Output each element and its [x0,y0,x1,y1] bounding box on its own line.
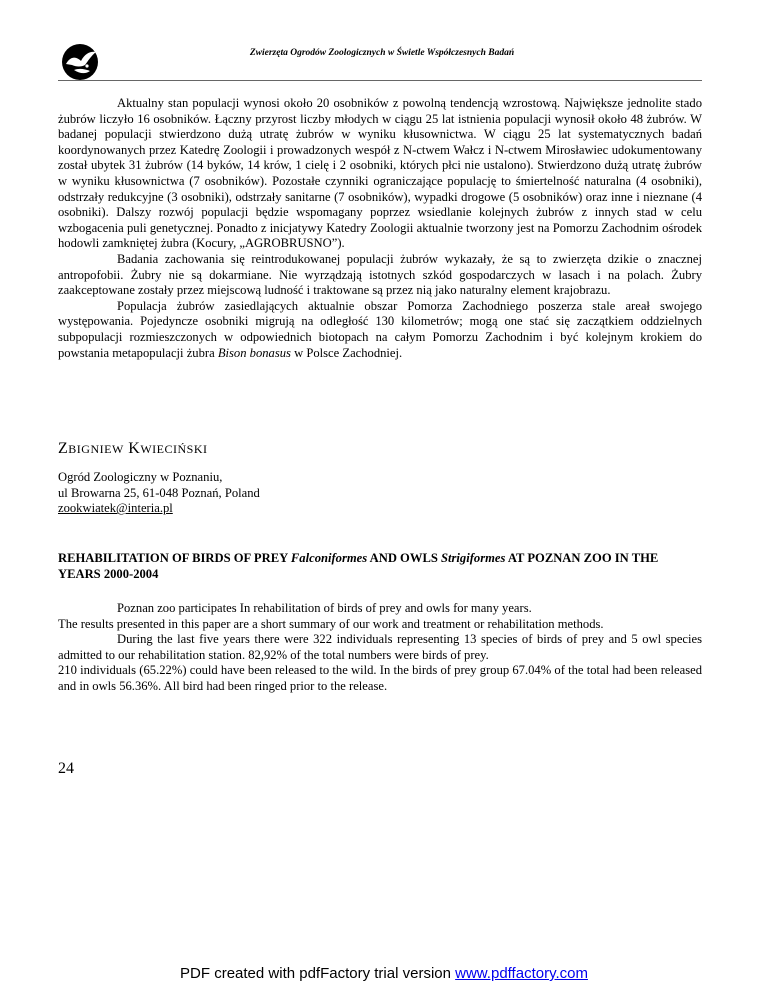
email-link[interactable]: zookwiatek@interia.pl [58,501,173,516]
author-last-initial: K [128,440,141,457]
polish-section [58,96,702,361]
polish-paragraph-3 [58,299,702,361]
title-part-2: AND OWLS [367,551,441,565]
page-number: 24 [58,760,74,777]
polish-paragraph-3-text: Populacja żubrów zasiedlających aktualnie obszar Pomorza Zachodniego poszerza stale areał swojego występowania. Pojedyncze osobniki migrują na odległość 130 kilometrów; mogą one stać się zaczątkiem oddzielnych subpopulacji rozmieszczonych w odpowiednich biotopach na całym Pomorzu Zachodnim i być kolejnym krokiem do powstania metapopulacji żubra [58,298,702,360]
title-taxon-1: Falconiformes [290,551,368,565]
author-last-rest: WIECIŃSKI [140,442,208,456]
footer-link[interactable]: www.pdffactory.com [455,965,588,982]
article-title [58,551,702,582]
english-section [58,601,702,695]
author-affiliation [58,470,260,517]
header-divider [58,80,702,81]
running-header-title: Zwierzęta Ogrodów Zoologicznych w Świetle Współczesnych Badań [249,48,515,58]
bird-logo-icon [60,43,100,81]
english-paragraph-4: 210 individuals (65.22%) could have been released to the wild. In the birds of prey group 67.04% of the total had been released and in owls 56.36%. All bird had been ringed prior to the release. [58,663,702,693]
english-paragraph-2: The results presented in this paper are a short summary of our work and treatment or rehabilitation methods. [58,616,604,631]
species-name: Bison bonasus [217,345,291,360]
polish-paragraph-2: Badania zachowania się reintrodukowanej populacji żubrów wykazały, że są to zwierzęta dzikie o znacznej antropofobii. Żubry nie są dokarmiane. Nie wyrządzają istotnych szkód gospodarczych w lasach i na polach. Żubry zaakceptowane zostały przez miejscową ludność i traktowane są przez nią jako naturalny element krajobrazu. [58,251,702,298]
polish-paragraph-3-tail: w Polsce Zachodniej. [290,345,403,360]
pdf-footer [0,965,768,982]
author-name [58,440,207,458]
title-part-3: AT POZNAN ZOO IN THE YEARS 2000-2004 [58,551,659,581]
english-paragraph-1: Poznan zoo participates In rehabilitation of birds of prey and owls for many years. [117,601,532,615]
title-part-1: REHABILITATION OF BIRDS OF PREY [58,551,291,565]
author-first-initial: Z [58,440,69,457]
english-paragraph-3: During the last five years there were 322 individuals representing 13 species of birds of prey and 5 owl species admitted to our rehabilitation station. 82,92% of the total numbers were birds of prey. [58,632,702,662]
polish-paragraph-1: Aktualny stan populacji wynosi około 20 osobników z powolną tendencją wzrostową. Największe jednolite stado żubrów liczyło 16 osobników. Łączny przyrost liczby młodych w ciągu 25 lat istnienia populacji wynosił około 48 żubrów. W badanej populacji stwierdzono dużą utratę żubrów w wyniku kłusownictwa. W ciągu 25 lat systematycznych badań koordynowanych przez Katedrę Zoologii i prowadzonych wespół z N-ctwem Wałcz i N-ctwem Mirosławiec udokumentowany został ubytek 31 żubrów (14 byków, 14 krów, 1 cielę i 2 osobniki, których płci nie ustalono). Stwierdzono dużą utratę żubrów w wyniku kłusownictwa (7 osobników). Pozostałe czynniki ograniczające populację to śmiertelność naturalna (4 osobniki), odstrzały redukcyjne (3 osobniki), odstrzały sanitarne (7 osobników), wypadki drogowe (5 osobników) oraz inne i nieznane (4 osobniki). Dalszy rozwój populacji będzie wspomagany poprzez wsiedlanie kolejnych żubrów z innych stad w celu wzbogacenia puli genetycznej. Ponadto z inicjatywy Katedry Zoologii aktualnie tworzony jest na Pomorzu Zachodnim ośrodek hodowli zamkniętej żubra (Kocury, „AGROBRUSNO”). [58,96,702,251]
author-first-rest: BIGNIEW [68,442,124,456]
address: ul Browarna 25, 61-048 Poznań, Poland [58,485,260,500]
footer-text: PDF created with pdfFactory trial version [180,965,456,982]
title-taxon-2: Strigiformes [441,551,506,565]
institution: Ogród Zoologiczny w Poznaniu, [58,470,223,484]
